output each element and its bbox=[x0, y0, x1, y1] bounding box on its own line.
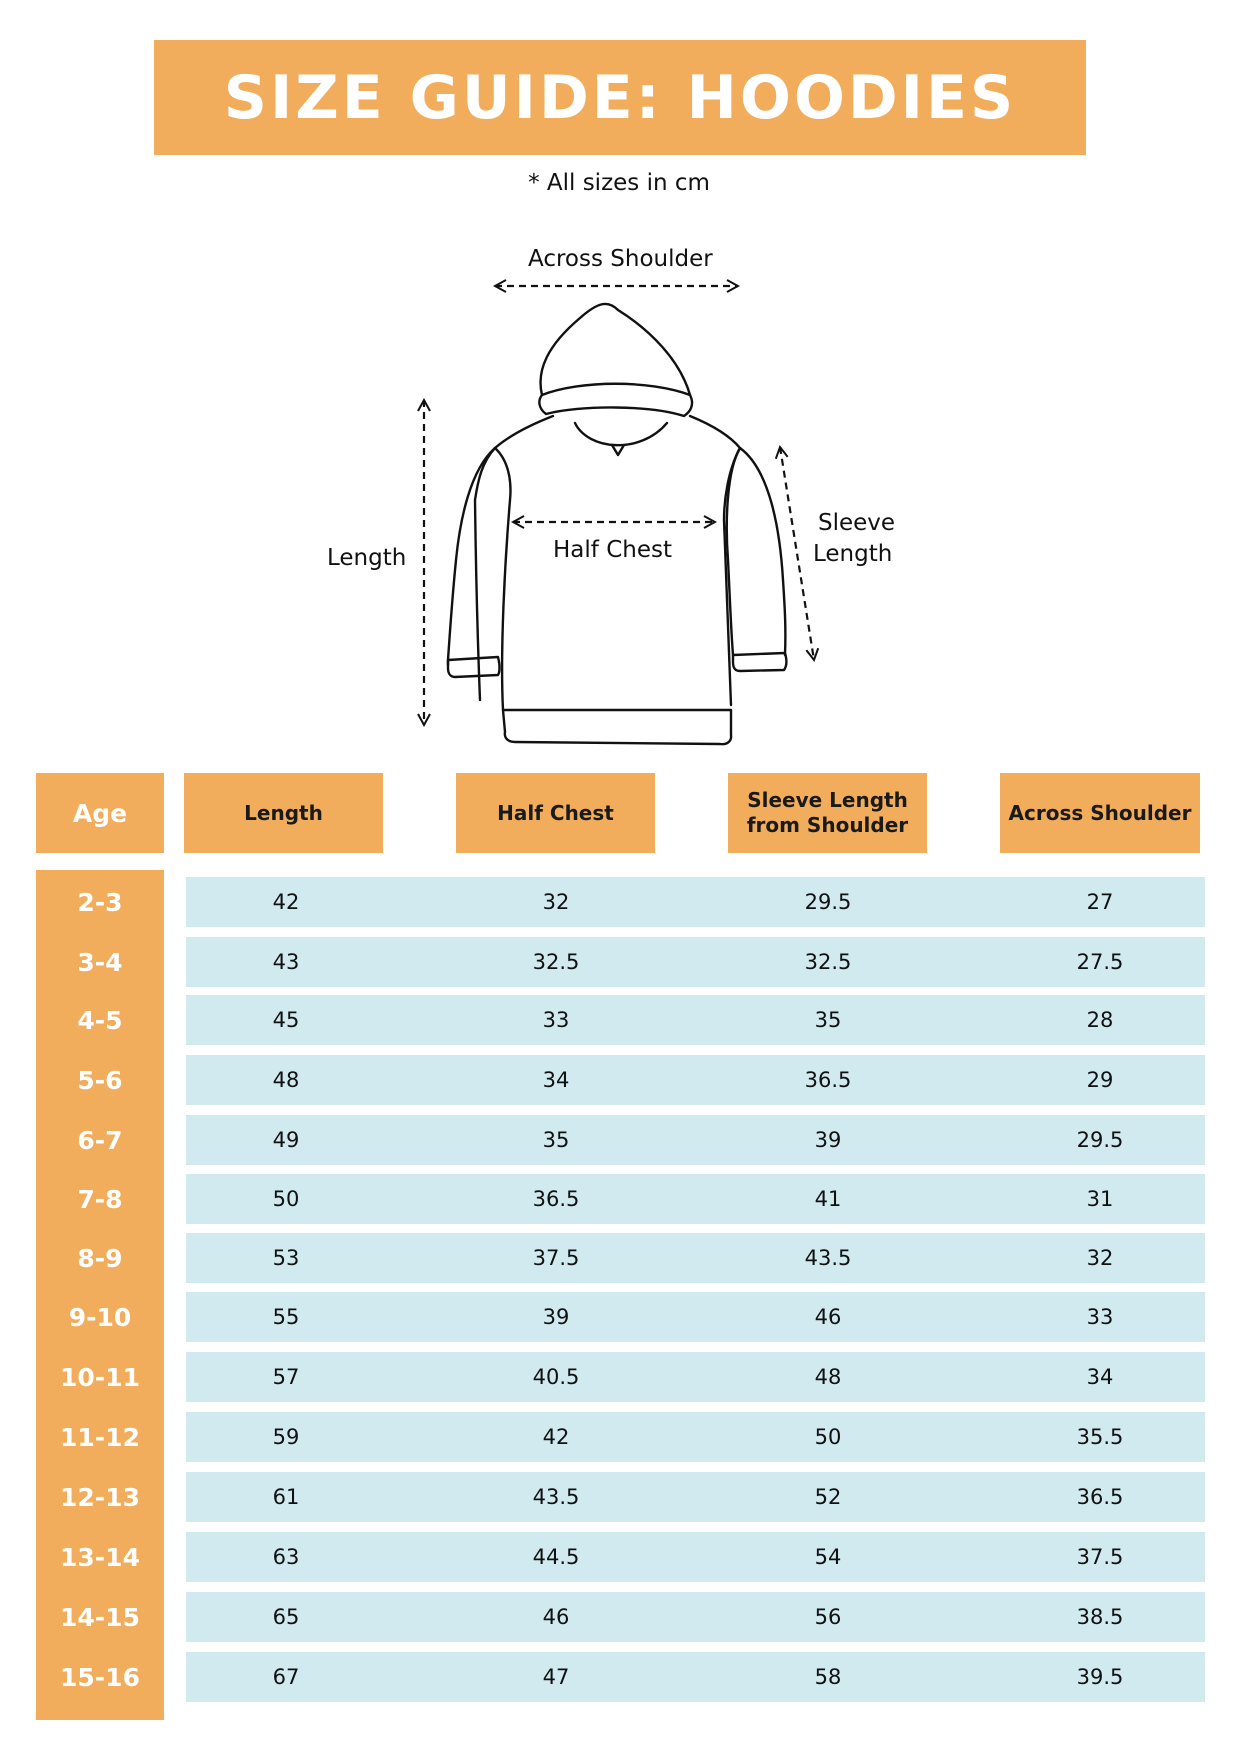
length-cell: 45 bbox=[272, 1008, 300, 1032]
half-chest-cell: 42 bbox=[542, 1425, 570, 1449]
header-sleeve-line1: Sleeve Length bbox=[747, 788, 908, 812]
shoulder-cell: 32 bbox=[1086, 1246, 1114, 1270]
half-chest-cell: 32.5 bbox=[532, 950, 580, 974]
half-chest-cell: 37.5 bbox=[532, 1246, 580, 1270]
length-cell: 63 bbox=[272, 1545, 300, 1569]
header-across-shoulder: Across Shoulder bbox=[1000, 773, 1200, 853]
half-chest-cell: 43.5 bbox=[532, 1485, 580, 1509]
table-row bbox=[186, 1352, 1205, 1402]
age-cell: 3-4 bbox=[77, 947, 123, 977]
sleeve-cell: 43.5 bbox=[804, 1246, 852, 1270]
half-chest-cell: 32 bbox=[542, 890, 570, 914]
sleeve-cell: 36.5 bbox=[804, 1068, 852, 1092]
header-half-chest: Half Chest bbox=[456, 773, 655, 853]
age-cell: 8-9 bbox=[77, 1243, 123, 1273]
shoulder-cell: 39.5 bbox=[1076, 1665, 1124, 1689]
shoulder-cell: 29.5 bbox=[1076, 1128, 1124, 1152]
measure-lines bbox=[424, 286, 814, 725]
sleeve-cell: 50 bbox=[814, 1425, 842, 1449]
shoulder-cell: 35.5 bbox=[1076, 1425, 1124, 1449]
units-note: * All sizes in cm bbox=[528, 170, 710, 196]
age-cell: 13-14 bbox=[60, 1542, 140, 1572]
half-chest-cell: 35 bbox=[542, 1128, 570, 1152]
sleeve-label-line1: Sleeve bbox=[818, 510, 896, 536]
table-row bbox=[186, 995, 1205, 1045]
half-chest-cell: 33 bbox=[542, 1008, 570, 1032]
page-title: SIZE GUIDE: HOODIES bbox=[223, 62, 1017, 133]
table-row bbox=[186, 877, 1205, 927]
table-row bbox=[186, 1412, 1205, 1462]
table-row bbox=[186, 1174, 1205, 1224]
table-row bbox=[186, 1292, 1205, 1342]
header-length: Length bbox=[184, 773, 383, 853]
table-row bbox=[186, 1055, 1205, 1105]
shoulder-cell: 33 bbox=[1086, 1305, 1114, 1329]
half-chest-cell: 39 bbox=[542, 1305, 570, 1329]
age-cell: 15-16 bbox=[60, 1662, 140, 1692]
age-cell: 9-10 bbox=[68, 1302, 132, 1332]
length-cell: 43 bbox=[272, 950, 300, 974]
age-cell: 4-5 bbox=[77, 1005, 123, 1035]
age-cell: 5-6 bbox=[77, 1065, 123, 1095]
half-chest-cell: 46 bbox=[542, 1605, 570, 1629]
length-cell: 61 bbox=[272, 1485, 300, 1509]
hoodie-diagram bbox=[0, 0, 1238, 760]
age-cell: 6-7 bbox=[77, 1125, 123, 1155]
header-sleeve-length bbox=[728, 773, 927, 853]
sleeve-label-line2: Length bbox=[813, 541, 893, 567]
sleeve-cell: 39 bbox=[814, 1128, 842, 1152]
header-age: Age bbox=[36, 773, 164, 853]
table-row bbox=[186, 937, 1205, 987]
age-cell: 7-8 bbox=[77, 1184, 123, 1214]
sleeve-cell: 35 bbox=[814, 1008, 842, 1032]
half-chest-cell: 44.5 bbox=[532, 1545, 580, 1569]
table-row bbox=[186, 1592, 1205, 1642]
length-label: Length bbox=[327, 545, 407, 571]
sleeve-cell: 56 bbox=[814, 1605, 842, 1629]
table-row bbox=[186, 1532, 1205, 1582]
age-cell: 2-3 bbox=[77, 887, 123, 917]
across-shoulder-label: Across Shoulder bbox=[528, 246, 713, 272]
half-chest-label: Half Chest bbox=[553, 537, 672, 563]
length-cell: 55 bbox=[272, 1305, 300, 1329]
age-cell: 14-15 bbox=[60, 1602, 140, 1632]
half-chest-cell: 47 bbox=[542, 1665, 570, 1689]
shoulder-cell: 38.5 bbox=[1076, 1605, 1124, 1629]
shoulder-cell: 28 bbox=[1086, 1008, 1114, 1032]
sleeve-cell: 29.5 bbox=[804, 890, 852, 914]
sleeve-cell: 46 bbox=[814, 1305, 842, 1329]
table-row bbox=[186, 1472, 1205, 1522]
half-chest-cell: 34 bbox=[542, 1068, 570, 1092]
length-cell: 67 bbox=[272, 1665, 300, 1689]
length-cell: 48 bbox=[272, 1068, 300, 1092]
table-row bbox=[186, 1115, 1205, 1165]
age-cell: 10-11 bbox=[60, 1362, 140, 1392]
shoulder-cell: 27 bbox=[1086, 890, 1114, 914]
sleeve-cell: 58 bbox=[814, 1665, 842, 1689]
length-cell: 50 bbox=[272, 1187, 300, 1211]
length-cell: 42 bbox=[272, 890, 300, 914]
length-cell: 57 bbox=[272, 1365, 300, 1389]
age-cell: 12-13 bbox=[60, 1482, 140, 1512]
length-cell: 65 bbox=[272, 1605, 300, 1629]
sleeve-cell: 52 bbox=[814, 1485, 842, 1509]
age-cell: 11-12 bbox=[60, 1422, 140, 1452]
hoodie-outline bbox=[448, 304, 786, 744]
sleeve-cell: 41 bbox=[814, 1187, 842, 1211]
header-sleeve-line2: from Shoulder bbox=[746, 813, 909, 837]
length-cell: 53 bbox=[272, 1246, 300, 1270]
shoulder-cell: 37.5 bbox=[1076, 1545, 1124, 1569]
half-chest-cell: 36.5 bbox=[532, 1187, 580, 1211]
shoulder-cell: 27.5 bbox=[1076, 950, 1124, 974]
length-cell: 49 bbox=[272, 1128, 300, 1152]
table-row bbox=[186, 1233, 1205, 1283]
shoulder-cell: 36.5 bbox=[1076, 1485, 1124, 1509]
half-chest-cell: 40.5 bbox=[532, 1365, 580, 1389]
sleeve-cell: 54 bbox=[814, 1545, 842, 1569]
sleeve-cell: 32.5 bbox=[804, 950, 852, 974]
shoulder-cell: 31 bbox=[1086, 1187, 1114, 1211]
length-cell: 59 bbox=[272, 1425, 300, 1449]
table-row bbox=[186, 1652, 1205, 1702]
shoulder-cell: 29 bbox=[1086, 1068, 1114, 1092]
shoulder-cell: 34 bbox=[1086, 1365, 1114, 1389]
sleeve-cell: 48 bbox=[814, 1365, 842, 1389]
